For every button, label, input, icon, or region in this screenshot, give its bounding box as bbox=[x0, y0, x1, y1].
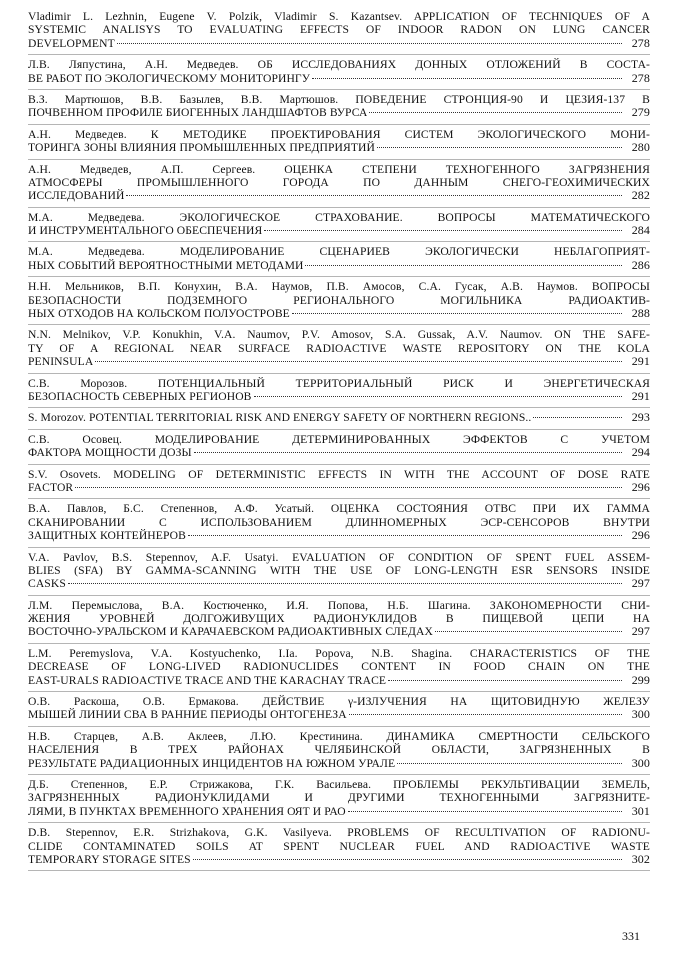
toc-entry-line bbox=[28, 826, 650, 839]
toc-entry bbox=[28, 277, 650, 325]
toc-entry-line bbox=[28, 294, 650, 307]
toc-entry-last-line bbox=[28, 481, 650, 494]
toc-page-number: 297 bbox=[631, 625, 650, 639]
toc-entry-text: БЕЗОПАСНОСТИ ПОДЗЕМНОГО РЕГИОНАЛЬНОГО МОГИЛЬНИКА РАДИОАКТИВ- bbox=[28, 293, 650, 307]
dot-leader bbox=[95, 361, 622, 362]
dot-leader bbox=[397, 763, 622, 764]
toc-entry-last-line bbox=[28, 355, 650, 368]
toc-entry-text: S. Morozov. POTENTIAL TERRITORIAL RISK AND ENERGY SAFETY OF NORTHERN REGIONS.. bbox=[28, 411, 532, 425]
toc-entry-text: И ИНСТРУМЕНТАЛЬНОГО ОБЕСПЕЧЕНИЯ bbox=[28, 224, 263, 238]
toc-entry bbox=[28, 160, 650, 208]
toc-entry-text: НАСЕЛЕНИЯ В ТРЕХ РАЙОНАХ ЧЕЛЯБИНСКОЙ ОБЛАСТИ, ЗАГРЯЗНЕННЫХ В bbox=[28, 743, 650, 757]
toc-entry-text: БЕЗОПАСНОСТЬ СЕВЕРНЫХ РЕГИОНОВ bbox=[28, 389, 252, 403]
toc-entry-last-line bbox=[28, 189, 650, 202]
toc-page-number: 291 bbox=[631, 389, 650, 403]
dot-leader bbox=[377, 147, 622, 148]
toc-entry-line bbox=[28, 660, 650, 673]
toc-entry-line bbox=[28, 93, 650, 106]
toc-page-number: 300 bbox=[631, 708, 650, 722]
toc-entry-line bbox=[28, 695, 650, 708]
toc-entry-line bbox=[28, 211, 650, 224]
toc-entry-text: DEVELOPMENT bbox=[28, 36, 115, 50]
dot-leader bbox=[533, 417, 622, 418]
dot-leader bbox=[68, 583, 622, 584]
toc-entry-text: ЗАГРЯЗНЕННЫХ РАДИОНУКЛИДАМИ И ДРУГИМИ ТЕХНОГЕННЫМИ ЗАГРЯЗНИТЕ- bbox=[28, 791, 650, 805]
toc-page-number: 284 bbox=[631, 224, 650, 238]
toc-entry-text: PENINSULA bbox=[28, 355, 94, 369]
toc-entry bbox=[28, 242, 650, 277]
toc-entry-text: CLIDE CONTAMINATED SOILS AT SPENT NUCLEAR FUEL AND RADIOACTIVE WASTE bbox=[28, 839, 650, 853]
toc-entry-line bbox=[28, 163, 650, 176]
toc-entry-text: ВОСТОЧНО-УРАЛЬСКОМ И КАРАЧАЕВСКОМ РАДИОАКТИВНЫХ СЛЕДАХ bbox=[28, 625, 434, 639]
dot-leader bbox=[312, 78, 622, 79]
toc-page-number: 286 bbox=[631, 258, 650, 272]
toc-entry-text: РЕЗУЛЬТАТЕ РАДИАЦИОННЫХ ИНЦИДЕНТОВ НА ЮЖНОМ УРАЛЕ bbox=[28, 756, 396, 770]
toc-entry-last-line bbox=[28, 674, 650, 687]
toc-entry-last-line bbox=[28, 72, 650, 85]
toc-page-number: 288 bbox=[631, 307, 650, 321]
dot-leader bbox=[193, 859, 622, 860]
toc-entry-line bbox=[28, 564, 650, 577]
dot-leader bbox=[264, 230, 622, 231]
toc-entry-line bbox=[28, 377, 650, 390]
toc-entry-text: ПОЧВЕННОМ ПРОФИЛЕ БИОГЕННЫХ ЛАНДШАФТОВ ВУРСА bbox=[28, 106, 368, 120]
toc-entry-line bbox=[28, 730, 650, 743]
toc-entry bbox=[28, 465, 650, 500]
toc-page-number: 301 bbox=[631, 804, 650, 818]
toc-entry-text: ТОРИНГА ЗОНЫ ВЛИЯНИЯ ПРОМЫШЛЕННЫХ ПРЕДПРИЯТИЙ bbox=[28, 141, 375, 155]
dot-leader bbox=[75, 487, 622, 488]
toc-entry-last-line bbox=[28, 390, 650, 403]
toc-entry-line bbox=[28, 433, 650, 446]
toc-entry-text: N.N. Melnikov, V.P. Konukhin, V.A. Naumov, P.V. Amosov, S.A. Gussak, A.V. Naumov. ON THE SAFE- bbox=[28, 328, 650, 342]
toc-entry-last-line bbox=[28, 853, 650, 866]
toc-page-number: 282 bbox=[631, 189, 650, 203]
toc-entry bbox=[28, 596, 650, 644]
dot-leader bbox=[435, 631, 622, 632]
toc-entry-line bbox=[28, 328, 650, 341]
dot-leader bbox=[305, 265, 622, 266]
toc-entry-text: В.З. Мартюшов, В.В. Базылев, В.В. Мартюшов. ПОВЕДЕНИЕ СТРОНЦИЯ-90 И ЦЕЗИЯ-137 В bbox=[28, 92, 650, 106]
dot-leader bbox=[194, 452, 622, 453]
toc-entry-last-line bbox=[28, 708, 650, 721]
toc-entry-text: ФАКТОРА МОЩНОСТИ ДОЗЫ bbox=[28, 446, 192, 460]
toc-entry-text: TY OF A REGIONAL NEAR SURFACE RADIOACTIVE WASTE REPOSITORY ON THE KOLA bbox=[28, 341, 650, 355]
toc-entry-line bbox=[28, 502, 650, 515]
toc-entry-text: С.В. Осовец. МОДЕЛИРОВАНИЕ ДЕТЕРМИНИРОВАННЫХ ЭФФЕКТОВ С УЧЕТОМ bbox=[28, 432, 650, 446]
toc-entry-last-line bbox=[28, 805, 650, 818]
toc-entry-line bbox=[28, 778, 650, 791]
toc-page-number: 297 bbox=[631, 577, 650, 591]
toc-entry-line bbox=[28, 342, 650, 355]
toc-entry bbox=[28, 823, 650, 871]
toc-page-number: 296 bbox=[631, 480, 650, 494]
toc-page-number: 278 bbox=[631, 71, 650, 85]
dot-leader bbox=[292, 313, 622, 314]
toc-entry-text: TEMPORARY STORAGE SITES bbox=[28, 852, 191, 866]
toc-entry-text: НЫХ СОБЫТИЙ ВЕРОЯТНОСТНЫМИ МЕТОДАМИ bbox=[28, 258, 304, 272]
toc-entry-text: Vladimir L. Lezhnin, Eugene V. Polzik, Vladimir S. Kazantsev. APPLICATION OF TECHNIQUES OF A bbox=[28, 10, 650, 23]
dot-leader bbox=[117, 43, 622, 44]
page-number: 331 bbox=[622, 929, 640, 943]
toc-entry bbox=[28, 775, 650, 823]
toc-entry-text: CASKS bbox=[28, 577, 66, 591]
toc-entry-text: М.А. Медведева. МОДЕЛИРОВАНИЕ СЦЕНАРИЕВ ЭКОЛОГИЧЕСКИ НЕБЛАГОПРИЯТ- bbox=[28, 245, 650, 259]
toc-entry-last-line bbox=[28, 625, 650, 638]
toc-entry-line bbox=[28, 245, 650, 258]
toc-entry-line bbox=[28, 612, 650, 625]
toc-entry-text: DECREASE OF LONG-LIVED RADIONUCLIDES CONTENT IN FOOD CHAIN ON THE bbox=[28, 660, 650, 674]
toc-entry bbox=[28, 374, 650, 409]
dot-leader bbox=[369, 112, 622, 113]
toc-entry-last-line bbox=[28, 224, 650, 237]
toc-entry-line bbox=[28, 516, 650, 529]
toc-entry-text: СКАНИРОВАНИИ С ИСПОЛЬЗОВАНИЕМ ДЛИННОМЕРНЫХ ЭСР-СЕНСОРОВ ВНУТРИ bbox=[28, 515, 650, 529]
toc-entry-last-line bbox=[28, 529, 650, 542]
toc-entry-text: V.A. Pavlov, B.S. Stepennov, A.F. Usatyi. EVALUATION OF CONDITION OF SPENT FUEL ASSEM- bbox=[28, 550, 650, 564]
toc-entry bbox=[28, 208, 650, 243]
toc-entry bbox=[28, 692, 650, 727]
toc-entry-text: ЖЕНИЯ УРОВНЕЙ ДОЛГОЖИВУЩИХ РАДИОНУКЛИДОВ В ПИЩЕВОЙ ЦЕПИ НА bbox=[28, 612, 650, 626]
toc-entry bbox=[28, 548, 650, 596]
toc-entry-last-line bbox=[28, 577, 650, 590]
toc-entry-line bbox=[28, 551, 650, 564]
toc-entry-line bbox=[28, 128, 650, 141]
toc-entry-line bbox=[28, 791, 650, 804]
toc-entry-text: НЫХ ОТХОДОВ НА КОЛЬСКОМ ПОЛУОСТРОВЕ bbox=[28, 307, 290, 321]
toc-page-number: 294 bbox=[631, 446, 650, 460]
toc-page-number: 280 bbox=[631, 141, 650, 155]
toc-entry-last-line bbox=[28, 259, 650, 272]
dot-leader bbox=[349, 714, 622, 715]
toc-entry-line bbox=[28, 10, 650, 23]
toc-entry-text: М.А. Медведева. ЭКОЛОГИЧЕСКОЕ СТРАХОВАНИЕ. ВОПРОСЫ МАТЕМАТИЧЕСКОГО bbox=[28, 210, 650, 224]
toc-entry bbox=[28, 727, 650, 775]
toc-entry bbox=[28, 325, 650, 373]
toc-entry-last-line bbox=[28, 37, 650, 50]
toc-entry-line bbox=[28, 176, 650, 189]
toc-entry-text: L.M. Peremyslova, V.A. Kostyuchenko, I.Ia. Popova, N.B. Shagina. CHARACTERISTICS OF THE bbox=[28, 646, 650, 660]
toc-entry-text: ИССЛЕДОВАНИЙ bbox=[28, 189, 125, 203]
toc-entry-text: S.V. Osovets. MODELING OF DETERMINISTIC EFFECTS IN WITH THE ACCOUNT OF DOSE RATE bbox=[28, 467, 650, 481]
toc-entry bbox=[28, 430, 650, 465]
toc-page-number: 279 bbox=[631, 106, 650, 120]
toc-entry-text: BLIES (SFA) BY GAMMA-SCANNING WITH THE USE OF LONG-LENGTH ESR SENSORS INSIDE bbox=[28, 563, 650, 577]
dot-leader bbox=[348, 811, 622, 812]
toc-page-number: 296 bbox=[631, 529, 650, 543]
toc-page-number: 291 bbox=[631, 355, 650, 369]
toc-entry bbox=[28, 55, 650, 90]
toc-entry-text: ВЕ РАБОТ ПО ЭКОЛОГИЧЕСКОМУ МОНИТОРИНГУ bbox=[28, 71, 311, 85]
toc-entry-text: С.В. Морозов. ПОТЕНЦИАЛЬНЫЙ ТЕРРИТОРИАЛЬНЫЙ РИСК И ЭНЕРГЕТИЧЕСКАЯ bbox=[28, 376, 650, 390]
toc-entry bbox=[28, 499, 650, 547]
toc-entry-last-line bbox=[28, 106, 650, 119]
dot-leader bbox=[188, 535, 622, 536]
toc-entry bbox=[28, 125, 650, 160]
toc-entry-text: Л.М. Перемыслова, В.А. Костюченко, И.Я. Попова, Н.Б. Шагина. ЗАКОНОМЕРНОСТИ СНИ- bbox=[28, 598, 650, 612]
toc-entry-last-line bbox=[28, 446, 650, 459]
toc-entry-text: Н.Н. Мельников, В.П. Конухин, В.А. Наумов, П.В. Амосов, С.А. Гусак, А.В. Наумов. ВОПРОСЫ bbox=[28, 280, 650, 294]
toc-page-number: 300 bbox=[631, 756, 650, 770]
toc-entry-text: О.В. Раскоша, О.В. Ермакова. ДЕЙСТВИЕ γ-ИЗЛУЧЕНИЯ НА ЩИТОВИДНУЮ ЖЕЛЕЗУ bbox=[28, 695, 650, 709]
toc-entry-line bbox=[28, 599, 650, 612]
toc-entry-text: ЗАЩИТНЫХ КОНТЕЙНЕРОВ bbox=[28, 529, 186, 543]
toc-entry-last-line bbox=[28, 307, 650, 320]
toc-entry-text: В.А. Павлов, Б.С. Степеннов, А.Ф. Усатый. ОЦЕНКА СОСТОЯНИЯ ОТВС ПРИ ИХ ГАММА bbox=[28, 502, 650, 516]
toc-entry bbox=[28, 90, 650, 125]
toc-entry-text: FACTOR bbox=[28, 480, 74, 494]
toc-entry-line bbox=[28, 280, 650, 293]
toc-entry-text: SYSTEMIC ANALISYS TO EVALUATING EFFECTS OF INDOOR RADON ON LUNG CANCER bbox=[28, 23, 650, 37]
toc-entry bbox=[28, 644, 650, 692]
toc-entry-text: АТМОСФЕРЫ ПРОМЫШЛЕННОГО ГОРОДА ПО ДАННЫМ СНЕГО-ГЕОХИМИЧЕСКИХ bbox=[28, 175, 650, 189]
toc-page-number: 299 bbox=[631, 673, 650, 687]
toc-entry-text: Н.В. Старцев, А.В. Аклеев, Л.Ю. Крестинина. ДИНАМИКА СМЕРТНОСТИ СЕЛЬСКОГО bbox=[28, 729, 650, 743]
table-of-contents bbox=[28, 10, 650, 871]
toc-entry-last-line bbox=[28, 141, 650, 154]
toc-page-number: 302 bbox=[631, 852, 650, 866]
toc-entry-text: ЛЯМИ, В ПУНКТАХ ВРЕМЕННОГО ХРАНЕНИЯ ОЯТ И РАО bbox=[28, 804, 346, 818]
toc-entry-line bbox=[28, 743, 650, 756]
toc-entry-last-line bbox=[28, 757, 650, 770]
dot-leader bbox=[126, 195, 622, 196]
dot-leader bbox=[388, 680, 622, 681]
toc-entry-line bbox=[28, 468, 650, 481]
toc-entry-text: Л.В. Ляпустина, А.Н. Медведев. ОБ ИССЛЕДОВАНИЯХ ДОННЫХ ОТЛОЖЕНИЙ В СОСТА- bbox=[28, 58, 650, 72]
toc-entry-line bbox=[28, 840, 650, 853]
toc-entry bbox=[28, 10, 650, 55]
dot-leader bbox=[254, 396, 622, 397]
toc-page-number: 293 bbox=[631, 411, 650, 425]
toc-entry-text: А.Н. Медведев, А.П. Сергеев. ОЦЕНКА СТЕПЕНИ ТЕХНОГЕННОГО ЗАГРЯЗНЕНИЯ bbox=[28, 162, 650, 176]
toc-entry-line bbox=[28, 58, 650, 71]
toc-entry-text: А.Н. Медведев. К МЕТОДИКЕ ПРОЕКТИРОВАНИЯ СИСТЕМ ЭКОЛОГИЧЕСКОГО МОНИ- bbox=[28, 127, 650, 141]
toc-page-number: 278 bbox=[631, 36, 650, 50]
toc-entry-text: Д.Б. Степеннов, Е.Р. Стрижакова, Г.К. Васильева. ПРОБЛЕМЫ РЕКУЛЬТИВАЦИИ ЗЕМЕЛЬ, bbox=[28, 777, 650, 791]
toc-entry-line bbox=[28, 23, 650, 36]
toc-entry-text: EAST-URALS RADIOACTIVE TRACE AND THE KARACHAY TRACE bbox=[28, 673, 387, 687]
toc-entry-line bbox=[28, 647, 650, 660]
toc-entry-last-line bbox=[28, 411, 650, 424]
toc-entry-text: D.B. Stepennov, E.R. Strizhakova, G.K. Vasilyeva. PROBLEMS OF RECULTIVATION OF RADIONU- bbox=[28, 826, 650, 840]
toc-entry bbox=[28, 408, 650, 429]
toc-entry-text: МЫШЕЙ ЛИНИИ СВА В РАННИЕ ПЕРИОДЫ ОНТОГЕНЕЗА bbox=[28, 708, 347, 722]
